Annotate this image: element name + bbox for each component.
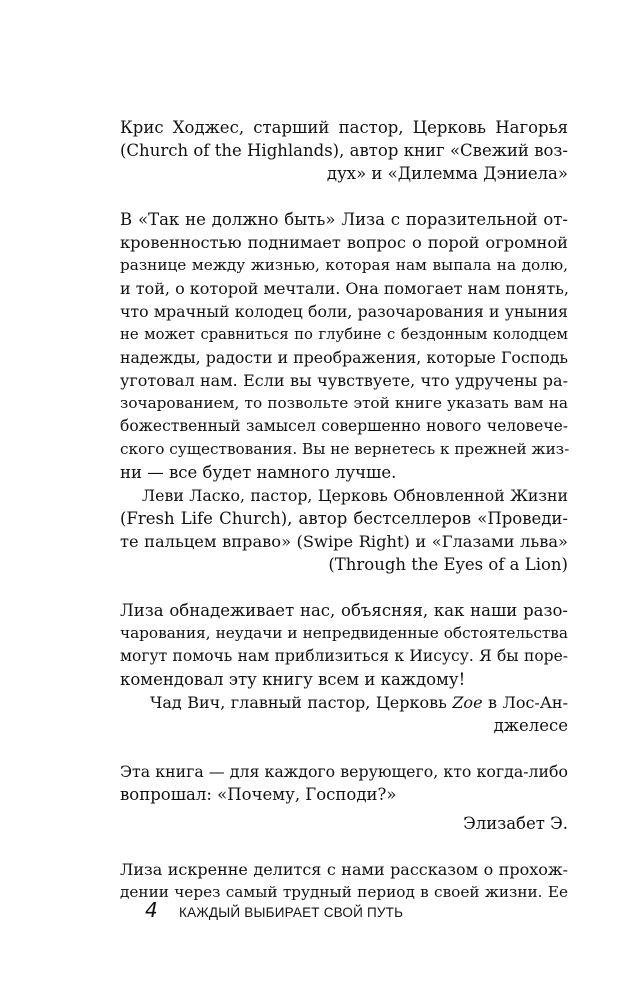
- body-line: ского существования. Вы не вернетесь к прежней жиз-: [120, 440, 570, 458]
- attribution-line: (Church of the Highlands), автор книг «Свежий воз-: [120, 141, 568, 160]
- body-line: Лиза обнадеживает нас, объясняя, как наши разо-: [120, 601, 568, 620]
- page-footer: [145, 898, 585, 922]
- body-line: и той, о которой мечтали. Она помогает нам понять,: [120, 279, 569, 298]
- body-line: не может сравниться по глубине с бездонным колодцем: [120, 326, 568, 343]
- running-title: КАЖДЫЙ ВЫБИРАЕТ СВОЙ ПУТЬ: [179, 905, 404, 920]
- body-line: В «Так не должно быть» Лиза с поразительной от-: [120, 210, 568, 229]
- body-line: дении через самый трудный период в своей жизни. Ее: [120, 883, 568, 901]
- body-line: уготовал нам. Если вы чувствуете, что удручены ра-: [120, 371, 568, 390]
- attribution-line: дух» и «Дилемма Дэниела»: [326, 164, 568, 183]
- body-line: зочарованием, то позвольте этой книге указать вам на: [120, 394, 568, 412]
- attribution-line: Крис Ходжес, старший пастор, Церковь Нагорья: [120, 118, 568, 137]
- body-line: могут помочь нам приблизиться к Иисусу. Я бы поре-: [120, 647, 568, 665]
- quote-1: [120, 116, 568, 185]
- quote-2: [120, 208, 568, 576]
- attribution-prefix: Чад Вич, главный пастор, Церковь: [150, 693, 453, 712]
- body-line: что мрачный колодец боли, разочарования и уныния: [120, 302, 568, 321]
- body-line: Эта книга — для каждого верующего, кто когда-либо: [120, 762, 568, 781]
- attribution-line: те пальцем вправо» (Swipe Right) и «Глазами льва»: [120, 532, 568, 551]
- body-line: божественный замысел совершенно нового человече-: [120, 417, 568, 435]
- quote-3: [120, 599, 568, 737]
- body-line: чарования, неудачи и непредвиденные обстоятельства: [120, 624, 568, 642]
- church-name-italic: Zoe: [452, 693, 483, 712]
- attribution-line: [120, 691, 568, 714]
- page-number: 4: [145, 898, 158, 922]
- attribution-line: джелесе: [493, 716, 568, 735]
- page-content: [120, 116, 568, 904]
- body-line: кровенностью поднимает вопрос о порой огромной: [120, 233, 568, 252]
- body-line: комендовал эту книгу всем и каждому!: [120, 670, 466, 689]
- attribution-line: Элизабет Э.: [463, 814, 568, 833]
- body-line: вопрошал: «Почему, Господи?»: [120, 785, 397, 804]
- body-line: надежды, радости и преображения, которые Господь: [120, 348, 568, 367]
- body-line: разнице между жизнью, которая нам выпала на долю,: [120, 256, 568, 274]
- attribution-suffix: в Лос-Ан-: [482, 693, 569, 712]
- quote-4: [120, 760, 568, 835]
- body-line: Лиза искренне делится с нами рассказом о прохож-: [120, 860, 568, 879]
- attribution-line: (Through the Eyes of a Lion): [328, 555, 568, 574]
- body-line: ни — все будет намного лучше.: [120, 463, 397, 482]
- attribution-line: Леви Ласко, пастор, Церковь Обновленной Жизни: [142, 486, 568, 505]
- attribution-line: (Fresh Life Church), автор бестселлеров «Проведи-: [120, 509, 568, 528]
